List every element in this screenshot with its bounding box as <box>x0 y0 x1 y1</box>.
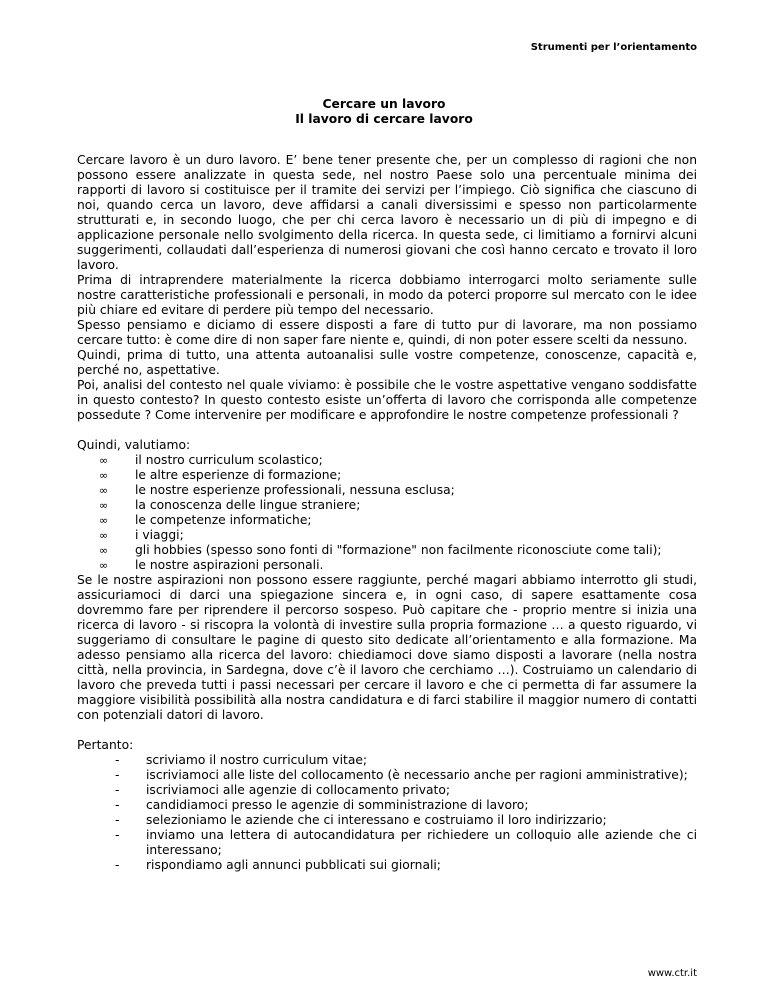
document-body <box>77 153 697 873</box>
list-item <box>77 468 697 483</box>
list-item-text: la conoscenza delle lingue straniere; <box>135 498 361 512</box>
pertanto-intro: Pertanto: <box>77 738 134 752</box>
list-item <box>77 768 697 783</box>
dash-bullet-icon: - <box>115 813 120 827</box>
dash-bullet-icon: - <box>115 828 120 842</box>
valutiamo-list <box>77 453 697 573</box>
list-item-text: il nostro curriculum scolastico; <box>135 453 323 467</box>
list-item-text: scriviamo il nostro curriculum vitae; <box>146 753 368 767</box>
list-item-text: le nostre aspirazioni personali. <box>135 558 324 572</box>
list-item <box>77 528 697 543</box>
list-item <box>77 813 697 828</box>
valutiamo-intro: Quindi, valutiamo: <box>77 438 191 452</box>
infinity-bullet-icon: ∞ <box>99 484 109 497</box>
paragraph-prima: Prima di intraprendere materialmente la ricerca dobbiamo interrogarci molto seriamente sulle nostre caratteristiche professionali e personali, in modo da poterci proporre sul mercato con le idee più chiare ed evitare di perdere più tempo del necessario. <box>77 273 697 317</box>
dash-bullet-icon: - <box>115 753 120 767</box>
infinity-bullet-icon: ∞ <box>99 454 109 467</box>
pertanto-section <box>77 738 697 873</box>
list-item-text: inviamo una lettera di autocandidatura per richiedere un colloquio alle aziende che ci interessano; <box>146 828 697 857</box>
list-item <box>77 483 697 498</box>
paragraph-spesso: Spesso pensiamo e diciamo di essere disposti a fare di tutto pur di lavorare, ma non possiamo cercare tutto: è come dire di non saper fare niente e, quindi, di non poter essere scelti da nessuno. <box>77 318 697 347</box>
list-item <box>77 543 697 558</box>
valutiamo-section <box>77 438 697 573</box>
list-item-text: le competenze informatiche; <box>135 513 312 527</box>
list-item-text: i viaggi; <box>135 528 184 542</box>
dash-bullet-icon: - <box>115 858 120 872</box>
infinity-bullet-icon: ∞ <box>99 469 109 482</box>
title-line-2: Il lavoro di cercare lavoro <box>295 112 473 126</box>
pertanto-list <box>77 753 697 873</box>
list-item <box>77 453 697 468</box>
list-item-text: iscriviamoci alle agenzie di collocamento privato; <box>146 783 450 797</box>
infinity-bullet-icon: ∞ <box>99 499 109 512</box>
infinity-bullet-icon: ∞ <box>99 529 109 542</box>
infinity-bullet-icon: ∞ <box>99 544 109 557</box>
dash-bullet-icon: - <box>115 768 120 782</box>
infinity-bullet-icon: ∞ <box>99 559 109 572</box>
title-line-1: Cercare un lavoro <box>322 97 446 111</box>
list-item <box>77 558 697 573</box>
list-item-text: rispondiamo agli annunci pubblicati sui giornali; <box>146 858 441 872</box>
dash-bullet-icon: - <box>115 783 120 797</box>
list-item <box>77 828 697 858</box>
page-footer: www.ctr.it <box>647 968 697 979</box>
page-header: Strumenti per l’orientamento <box>530 42 697 53</box>
paragraph-aspirazioni: Se le nostre aspirazioni non possono essere raggiunte, perché magari abbiamo interrotto gli studi, assicuriamoci di darci una spiegazione sincera e, in ogni caso, di sapere esattamente cosa dovremmo fare per riprendere il percorso sospeso. Può capitare che - proprio mentre si inizia una ricerca di lavoro - si riscopra la volontà di investire sulla propria formazione … a questo riguardo, vi suggeriamo di consultare le pagine di questo sito dedicate all’orientamento e alla formazione. Ma adesso pensiamo alla ricerca del lavoro: chiediamoci dove siamo disposti a lavorare (nella nostra città, nella provincia, in Sardegna, dove c’è il lavoro che cerchiamo …). Costruiamo un calendario di lavoro che preveda tutti i passi necessari per cercare il lavoro e che ci permetta di far assumere la maggiore visibilità possibilità alla nostra candidatura e di farci stabilire il maggior numero di contatti con potenziali datori di lavoro. <box>77 573 697 722</box>
list-item <box>77 753 697 768</box>
list-item <box>77 783 697 798</box>
list-item <box>77 798 697 813</box>
list-item-text: selezioniamo le aziende che ci interessano e costruiamo il loro indirizzario; <box>146 813 607 827</box>
infinity-bullet-icon: ∞ <box>99 514 109 527</box>
list-item-text: candidiamoci presso le agenzie di somministrazione di lavoro; <box>146 798 529 812</box>
list-item <box>77 858 697 873</box>
paragraph-quindi: Quindi, prima di tutto, una attenta autoanalisi sulle vostre competenze, conoscenze, capacità e, perché no, aspettative. <box>77 348 697 377</box>
document-title <box>0 97 768 127</box>
list-item <box>77 513 697 528</box>
paragraph-intro: Cercare lavoro è un duro lavoro. E’ bene tener presente che, per un complesso di ragioni che non possono essere analizzate in questa sede, nel nostro Paese solo una percentuale minima dei rapporti di lavoro si costituisce per il tramite dei servizi per l’impiego. Ciò significa che ciascuno di noi, quando cerca un lavoro, deve affidarsi a canali diversissimi e spesso non particolarmente strutturati e, in secondo luogo, che per chi cerca lavoro è necessario un di più di impegno e di applicazione personale nello svolgimento della ricerca. In questa sede, ci limitiamo a fornirvi alcuni suggerimenti, collaudati dall’esperienza di numerosi giovani che così hanno cercato e trovato il loro lavoro. <box>77 153 697 272</box>
dash-bullet-icon: - <box>115 798 120 812</box>
list-item-text: iscriviamoci alle liste del collocamento (è necessario anche per ragioni amministrative); <box>146 768 688 782</box>
list-item-text: le nostre esperienze professionali, nessuna esclusa; <box>135 483 455 497</box>
list-item <box>77 498 697 513</box>
list-item-text: gli hobbies (spesso sono fonti di "formazione" non facilmente riconosciute come tali); <box>135 543 662 557</box>
paragraph-poi: Poi, analisi del contesto nel quale viviamo: è possibile che le vostre aspettative vengano soddisfatte in questo contesto? In questo contesto esiste un’offerta di lavoro che corrisponda alle competenze possedute ? Come intervenire per modificare e approfondire le nostre competenze professionali ? <box>77 378 697 422</box>
list-item-text: le altre esperienze di formazione; <box>135 468 342 482</box>
